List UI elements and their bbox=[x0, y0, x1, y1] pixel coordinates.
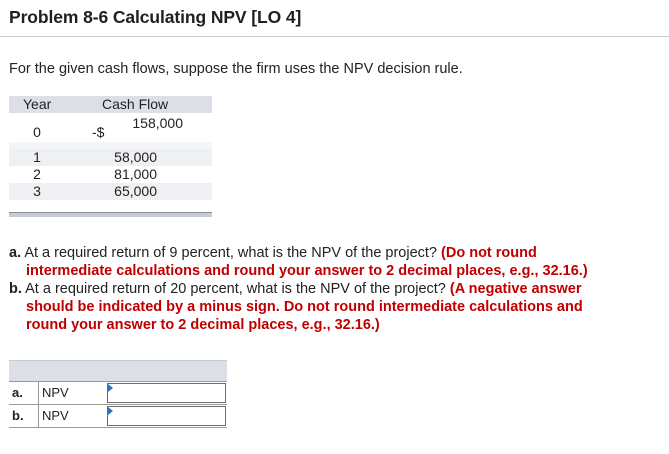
answer-name: NPV bbox=[42, 408, 69, 423]
problem-intro: For the given cash flows, suppose the firm uses the NPV decision rule. bbox=[9, 61, 463, 77]
question-b-instruction-2: should be indicated by a minus sign. Do not round intermediate calculations and bbox=[26, 299, 583, 315]
column-divider bbox=[38, 405, 39, 427]
cashflow-table-header bbox=[9, 96, 212, 113]
question-b-text: At a required return of 20 percent, what is the NPV of the project? bbox=[25, 281, 446, 297]
year-header: Year bbox=[23, 96, 52, 112]
question-a bbox=[9, 244, 588, 280]
input-marker-icon bbox=[108, 407, 113, 415]
column-divider bbox=[38, 382, 39, 404]
question-b-instruction-3: round your answer to 2 decimal places, e.g., 32.16.) bbox=[26, 317, 380, 333]
answer-name: NPV bbox=[42, 385, 69, 400]
question-a-instruction-1: (Do not round bbox=[441, 245, 537, 261]
year-cell: 2 bbox=[33, 166, 41, 182]
sign-cell: -$ bbox=[92, 124, 105, 140]
answer-row-a bbox=[9, 382, 227, 404]
answer-table-bottom bbox=[9, 427, 227, 428]
npv-a-input[interactable] bbox=[107, 383, 226, 403]
year-cell: 0 bbox=[33, 124, 41, 140]
question-a-text: At a required return of 9 percent, what is the NPV of the project? bbox=[24, 245, 437, 261]
question-b-instruction-1: (A negative answer bbox=[449, 281, 582, 297]
question-a-label: a. bbox=[9, 245, 22, 261]
question-b bbox=[9, 280, 583, 334]
question-a-instruction-2: intermediate calculations and round your answer to 2 decimal places, e.g., 32.16.) bbox=[26, 263, 588, 279]
year-cell: 3 bbox=[33, 183, 41, 199]
title-divider bbox=[0, 36, 669, 37]
answer-letter: a. bbox=[12, 385, 23, 400]
question-b-label: b. bbox=[9, 281, 22, 297]
row-spacer bbox=[9, 142, 212, 149]
problem-title: Problem 8-6 Calculating NPV [LO 4] bbox=[9, 7, 302, 27]
year-cell: 1 bbox=[33, 149, 41, 165]
cash-flow-header: Cash Flow bbox=[102, 96, 169, 112]
cashflow-row-2 bbox=[9, 166, 212, 183]
answer-row-b bbox=[9, 405, 227, 427]
cashflow-table-footer bbox=[9, 212, 212, 217]
cash-flow-cell: 65,000 bbox=[114, 183, 157, 199]
npv-b-input[interactable] bbox=[107, 406, 226, 426]
answer-letter: b. bbox=[12, 408, 24, 423]
cashflow-row-0 bbox=[9, 115, 212, 142]
cash-flow-cell: 58,000 bbox=[114, 149, 157, 165]
cash-flow-cell: 81,000 bbox=[114, 166, 157, 182]
input-marker-icon bbox=[108, 384, 113, 392]
answer-table-header bbox=[9, 360, 227, 381]
cash-flow-cell: 158,000 bbox=[132, 115, 183, 131]
cashflow-row-3 bbox=[9, 183, 212, 200]
cashflow-row-1 bbox=[9, 149, 212, 166]
